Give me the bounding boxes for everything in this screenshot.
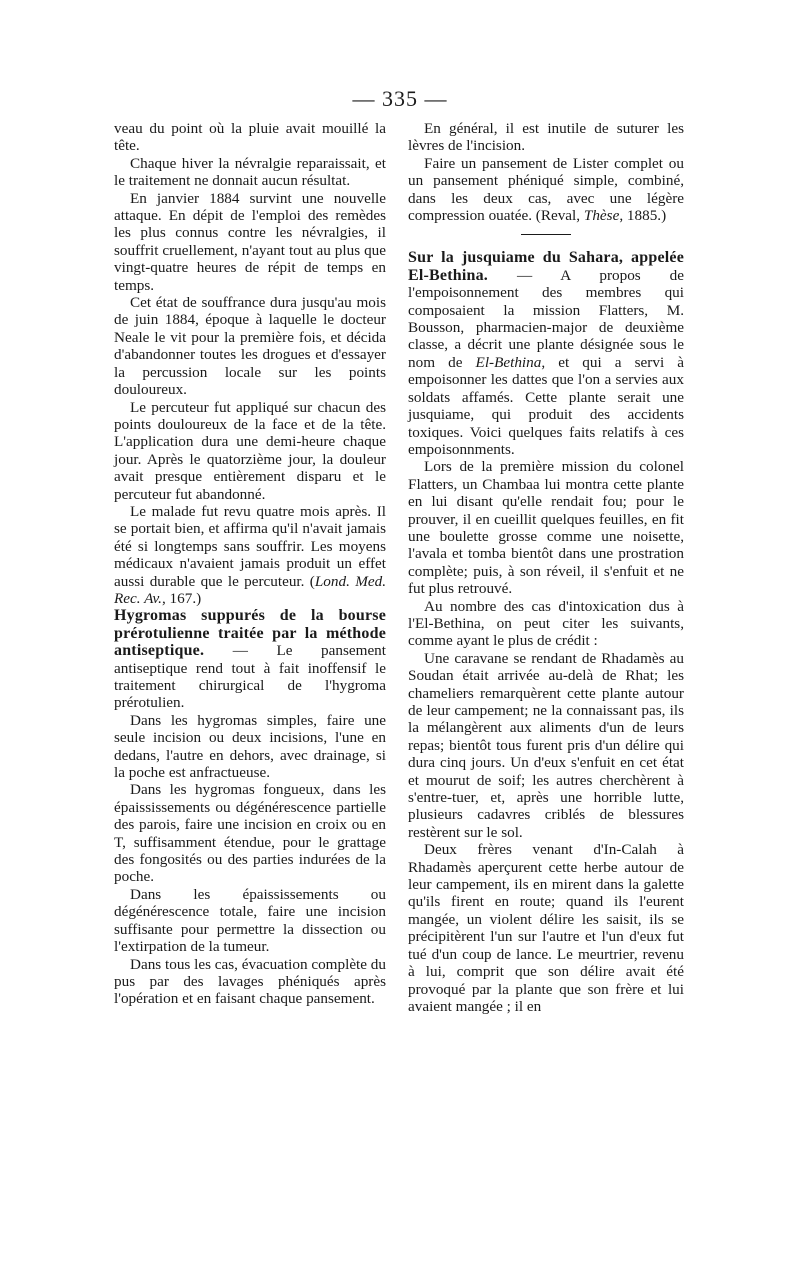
paragraph-text: Le malade fut revu quatre mois après. Il se portait bien, et affirma qu'il n'avait jamais été si longtemps sans souffrir. Les moyens médicaux n'avaient jamais produit un effet aussi durable que le percuteur. ( (114, 502, 386, 590)
paragraph: Dans tous les cas, évacuation complète du pus par des lavages phéniqués après l'opération et en faisant chaque pansement. (114, 955, 386, 1008)
section-lead: — Le pansement antiseptique rend tout à fait inoffensif le traitement chirurgical de l'hygroma prérotulien. (114, 642, 386, 712)
paragraph: Cet état de souffrance dura jusqu'au mois de juin 1884, époque à laquelle le docteur Neale le vit pour la première fois, et décida d'abandonner toutes les drogues et d'essayer la percussion locale sur les points douloureux. (114, 294, 386, 399)
paragraph: Dans les hygromas simples, faire une seule incision ou deux incisions, l'une en dedans, l'autre en dehors, avec drainage, si la poche est anfractueuse. (114, 711, 386, 782)
paragraph: Dans les hygromas fongueux, dans les épaississements ou dégénérescence partielle des parois, faire une incision en croix ou en T, suffisamment étendue, pour le grattage des fongosités ou des parties indurées de la poche. (114, 781, 386, 886)
paragraph: Le percuteur fut appliqué sur chacun des points douloureux de la face et de la tête. L'application dura une demi-heure chaque jour. Après le quatorzième jour, la douleur avait presque entièrement disparu et le percuteur fut abandonné. (114, 398, 386, 503)
paragraph-text: , 167.) (161, 589, 202, 607)
section-heading (408, 249, 684, 458)
source-citation: Lond. Med. Rec. Av. (114, 572, 386, 607)
section-title: Hygromas suppurés de la bourse prérotulienne traitée par la méthode antiseptique. (114, 607, 386, 660)
paragraph: Au nombre des cas d'intoxication dus à l'El-Bethina, on peut citer les suivants, comme ayant le plus de crédit : (408, 597, 684, 650)
page-number: — 335 — (352, 86, 448, 111)
paragraph: Chaque hiver la névralgie reparaissait, et le traitement ne donnait aucun résultat. (114, 154, 386, 190)
paragraph: Une caravane se rendant de Rhadamès au Soudan était arrivée au-delà de Rhat; les chameliers remarquèrent cette plante autour de leur campement; ne la connaissant pas, ils la mélangèrent aux aliments d'un de leurs repas; bientôt tous furent pris d'un délire qui dura cinq jours. Un d'eux s'enfuit en cet état et mourut de soif; les autres cherchèrent à s'entre-tuer, et, après une horrible lutte, plusieurs cadavres criblés de blessures restèrent sur le sol. (408, 649, 684, 841)
section-title: Sur la jusquiame du Sahara, appelée El-Bethina. (408, 249, 684, 284)
paragraph: veau du point où la pluie avait mouillé la tête. (114, 120, 386, 155)
section-lead: , et qui a servi à empoisonner les dattes que l'on a servies aux soldats affamés. Cette plante serait une jusquiame, qui produit des accidents toxiques. Voici quelques faits relatifs à ces empoisonnments. (408, 353, 685, 458)
plant-name: El-Bethina (475, 353, 542, 371)
paragraph: Dans les épaississements ou dégénérescence totale, faire une incision suffisante pour permettre la dissection ou l'extirpation de la tumeur. (114, 885, 386, 956)
source-citation: Thèse (583, 207, 620, 225)
paragraph-text: Faire un pansement de Lister complet ou un pansement phéniqué simple, combiné, dans les deux cas, avec une légère compression ouatée. (Reval, (408, 154, 684, 225)
paragraph: Deux frères venant d'In-Calah à Rhadamès aperçurent cette herbe autour de leur campement, ils en mirent dans la galette qu'ils firent en route; quand ils l'eurent mangée, un violent délire les saisit, ils se précipitèrent l'un sur l'autre et l'un d'eux fut tué d'un coup de lance. Le meurtrier, revenu à lui, comprit que son délire avait été provoqué par la plante que son frère et lui avaient mangée ; il en (408, 841, 684, 1015)
section-lead: — A propos de l'empoisonnement des membres qui composaient la mission Flatters, M. Bousson, pharmacien-major de deuxième classe, a décrit une plante désignée sous le nom de (408, 266, 684, 371)
paragraph-text: , 1885.) (619, 207, 667, 225)
right-column (408, 120, 684, 1015)
paragraph: En janvier 1884 survint une nouvelle attaque. En dépit de l'emploi des remèdes les plus connus contre les névralgies, il souffrit cruellement, n'ayant tout au plus que vingt-quatre heures de répit de temps en temps. (114, 189, 386, 294)
paragraph: Lors de la première mission du colonel Flatters, un Chambaa lui montra cette plante en lui disant qu'elle rendait fou; pour le prouver, il en cueillit quelques feuilles, en fit une boulette grosse comme une noisette, l'avala et tomba bientôt dans une prostration complète; puis, à son réveil, il s'enfuit et ne fut plus retrouvé. (408, 458, 684, 598)
section-heading (114, 607, 386, 711)
section-divider (521, 234, 571, 235)
paragraph (114, 503, 386, 607)
left-column (114, 120, 386, 1008)
paragraph: En général, il est inutile de suturer les lèvres de l'incision. (408, 120, 684, 155)
paragraph (408, 155, 684, 225)
